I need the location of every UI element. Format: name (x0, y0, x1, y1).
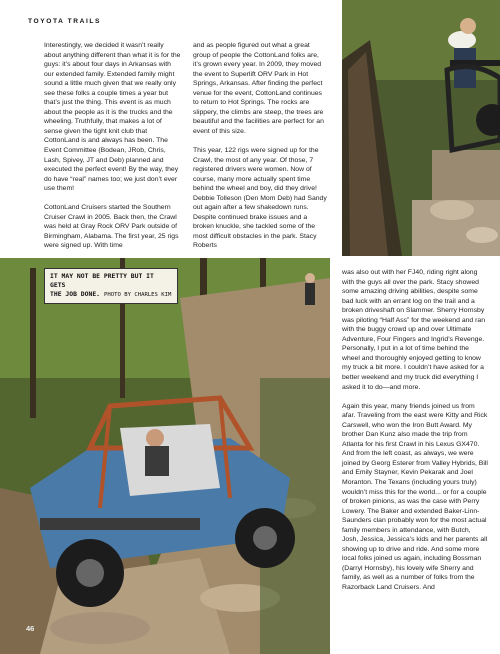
paragraph: Again this year, many friends joined us from afar. Traveling from the east were Kitty and Rick Carswell, who won the Iron Butt Award. My brother Dan Kunz also made the trip from Atlanta for his first Crawl in his Lexus GX470. And from the left coast, as always, we were joined by Georg Esterer from Valley Hybrids, Bill and Emily Stayner, Kevin Pekarak and Joel Moranton. The Texans (including yours truly) wouldn’t miss this for the world... or for a couple of broken pinions, as was the case with Perry Lowery. The Baker and extended Baker-Linn-Saunders clan probably won for the most actual family members in attendance, with Butch, Josh, Jessica, Jessica’s kids and her parents all showing up to drive and ride. And some more local folks joined us again, including Bossman (Darryl Hornsby), his lovely wife Sherry and family, as well as a number of folks from the Razorback Land Cruisers. And (342, 402, 488, 591)
text-column-2 (193, 41, 329, 260)
photo-tree-and-rider (342, 0, 500, 256)
caption-line-2: THE JOB DONE. (50, 290, 101, 298)
text-column-1 (44, 41, 181, 260)
page-number: 46 (26, 624, 35, 633)
paragraph: was also out with her FJ40, riding right along with the guys all over the park. Stacy showed some amazing driving abilities, despite some bad luck with an errant log on the trail and a broken driveshaft on Slammer. Sherry Hornsby was piloting “Half Ass” for the weekend and ran with the buggy crowd up and over Ultimate Adventure, Four Fingers and Ingrid’s Revenge. Personally, I put in a lot of time behind the wheel and thoroughly enjoyed getting to know my truck a bit more. I couldn’t have asked for a better weekend and my truck did everything I asked it to do—and more. (342, 269, 486, 391)
section-header: TOYOTA TRAILS (28, 18, 102, 25)
photo-caption (44, 268, 178, 304)
text-column-3 (342, 268, 488, 602)
paragraph: This year, 122 rigs were signed up for the Crawl, the most of any year. Of those, 7 registered drivers were women. Now of course, many more actually spent time behind the wheel and boy, did they drive! Debbie Tolleson (Den Mom Deb) had Sandy out again after a few shakedown runs. Despite continued brake issues and a broken knuckle, she tackled some of the most difficult obstacles in the park. Stacy Roberts (193, 146, 327, 250)
paragraph: and as people figured out what a great group of people the CottonLand folks are, it’s grown every year. In 2009, they moved the event to Superlift ORV Park in Hot Springs, Arkansas. After finding the perfect venue for the event, CottonLand continues to return to Hot Springs. The rocks are slippery, the climbs are steep, the trees are beautiful and the facilities are perfect for an event of this size. (193, 42, 324, 135)
photo-truck-on-trail (0, 258, 330, 654)
caption-line-1: IT MAY NOT BE PRETTY BUT IT GETS (50, 272, 154, 289)
paragraph: CottonLand Cruisers started the Southern Cruiser Crawl in 2005. Back then, the Crawl was held at Gray Rock ORV Park outside of Birmingham, Alabama. The first year, 25 rigs were signed up. With time (44, 204, 179, 250)
photo-credit: PHOTO BY CHARLES KIM (104, 292, 172, 298)
paragraph: Interestingly, we decided it wasn’t really about anything different than what it is for the guys: it’s about four days in Arkansas with our extended family. Extended family might sound a little much given that we really only see these folks a couple times a year but that’s just the thing. This event is as much about the people as it is the trucks and the wheeling. Truthfully, that makes a lot of sense given the tight knit club that CottonLand is and always has been. The Event Committee (Bodean, JRob, Chris, Lash, Spivey, JT and Deb) planned and executed the perfect event! By the way, they do have “real” names too; we just don’t ever use them! (44, 42, 181, 193)
